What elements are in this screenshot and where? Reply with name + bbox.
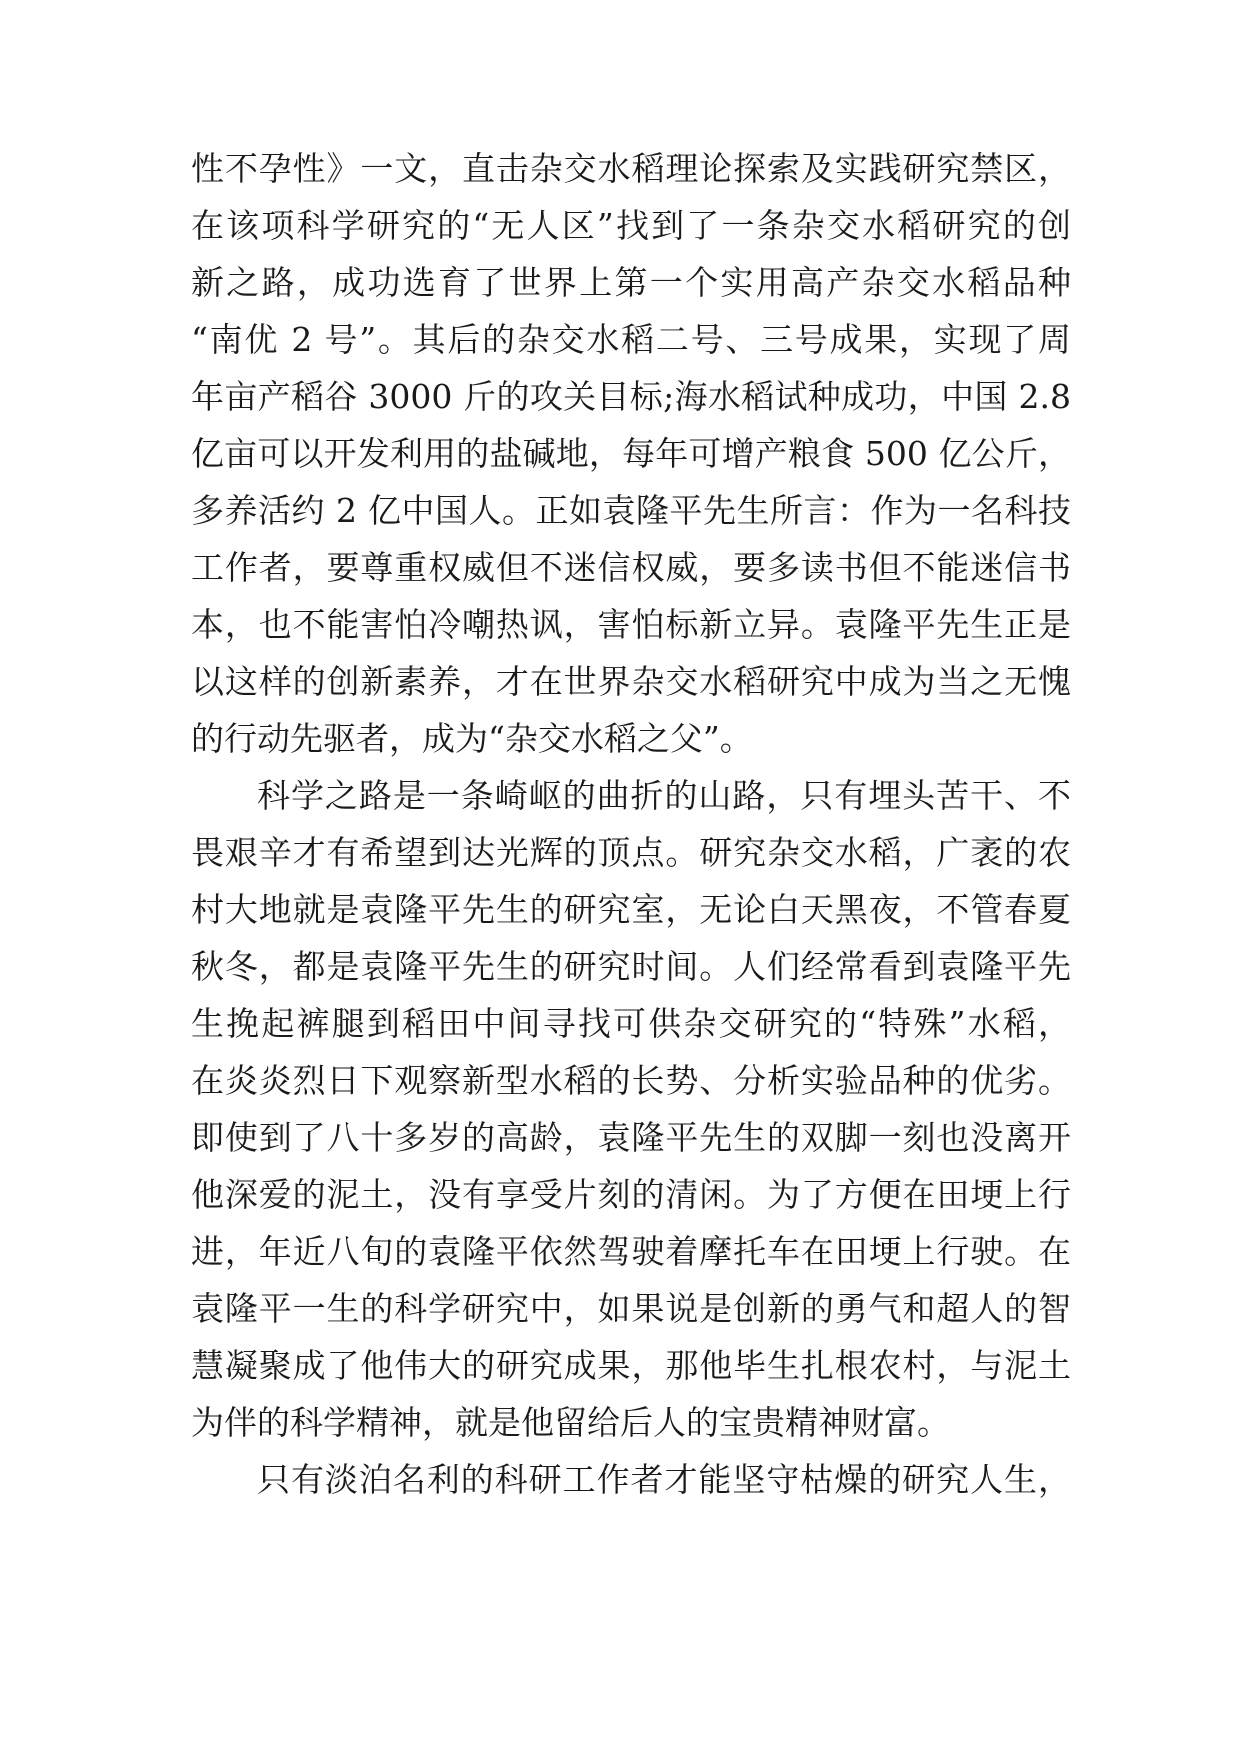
text-line: 科学之路是一条崎岖的曲折的山路，只有埋头苦干、不 [257, 776, 1071, 815]
text-line: 工作者，要尊重权威但不迷信权威，要多读书但不能迷信书 [191, 548, 1071, 587]
text-line: 畏艰辛才有希望到达光辉的顶点。研究杂交水稻，广袤的农 [191, 833, 1071, 872]
text-line: “南优 2 号”。其后的杂交水稻二号、三号成果，实现了周 [191, 320, 1071, 359]
paragraph [191, 140, 1071, 767]
text-line: 以这样的创新素养，才在世界杂交水稻研究中成为当之无愧 [191, 662, 1071, 701]
body-text [191, 140, 1071, 1508]
text-line: 在炎炎烈日下观察新型水稻的长势、分析实验品种的优劣。 [191, 1061, 1071, 1100]
text-line: 袁隆平一生的科学研究中，如果说是创新的勇气和超人的智 [191, 1289, 1071, 1328]
text-line: 只有淡泊名利的科研工作者才能坚守枯燥的研究人生， [257, 1460, 1071, 1499]
text-line: 亿亩可以开发利用的盐碱地，每年可增产粮食 500 亿公斤， [191, 434, 1071, 473]
text-line: 进，年近八旬的袁隆平依然驾驶着摩托车在田埂上行驶。在 [191, 1232, 1071, 1271]
text-line: 村大地就是袁隆平先生的研究室，无论白天黑夜，不管春夏 [191, 890, 1071, 929]
text-line: 在该项科学研究的“无人区”找到了一条杂交水稻研究的创 [191, 206, 1071, 245]
text-line: 年亩产稻谷 3000 斤的攻关目标;海水稻试种成功，中国 2.8 [191, 377, 1071, 416]
paragraph [191, 767, 1071, 1451]
text-line: 秋冬，都是袁隆平先生的研究时间。人们经常看到袁隆平先 [191, 947, 1071, 986]
text-line: 的行动先驱者，成为“杂交水稻之父”。 [191, 719, 753, 758]
text-line: 新之路，成功选育了世界上第一个实用高产杂交水稻品种 [191, 263, 1071, 302]
text-line: 性不孕性》一文，直击杂交水稻理论探索及实践研究禁区， [191, 149, 1071, 188]
text-line: 他深爱的泥土，没有享受片刻的清闲。为了方便在田埂上行 [191, 1175, 1071, 1214]
text-line: 慧凝聚成了他伟大的研究成果，那他毕生扎根农村，与泥土 [191, 1346, 1071, 1385]
text-line: 多养活约 2 亿中国人。正如袁隆平先生所言：作为一名科技 [191, 491, 1071, 530]
text-line: 即使到了八十多岁的高龄，袁隆平先生的双脚一刻也没离开 [191, 1118, 1071, 1157]
text-line: 为伴的科学精神，就是他留给后人的宝贵精神财富。 [191, 1403, 950, 1442]
text-line: 生挽起裤腿到稻田中间寻找可供杂交研究的“特殊”水稻， [191, 1004, 1071, 1043]
text-line: 本，也不能害怕冷嘲热讽，害怕标新立异。袁隆平先生正是 [191, 605, 1071, 644]
paragraph [191, 1451, 1071, 1508]
